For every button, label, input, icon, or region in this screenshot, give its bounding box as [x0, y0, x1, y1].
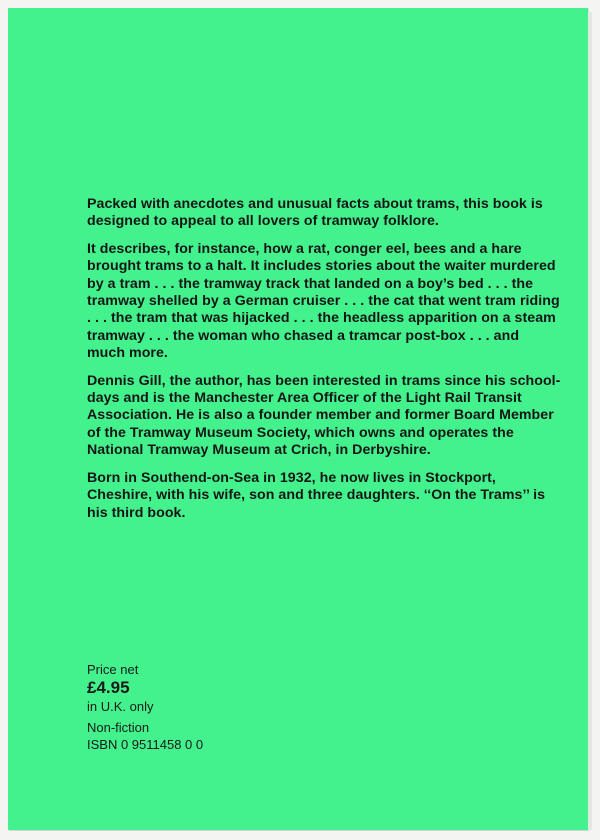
price-label: Price net	[87, 662, 139, 677]
price-block	[87, 661, 153, 715]
blurb-paragraph-intro: Packed with anecdotes and unusual facts about trams, this book is designed to appeal to all lovers of tramway folklore.	[87, 196, 543, 230]
blurb-paragraph-biography: Born in Southend-on-Sea in 1932, he now lives in Stockport, Cheshire, with his wife, son and three daughters. ‘‘On the Trams’’ is his third book.	[87, 469, 546, 521]
blurb-paragraph-stories: It describes, for instance, how a rat, conger eel, bees and a hare brought trams to a halt. It includes stories about the waiter murdered by a tram . . . the tramway track that landed on a boy’s bed . . . the tramway shelled by a German cruiser . . . the cat that went tram riding . . . the tram that was hijacked . . . the headless apparition on a steam tramway . . . the woman who chased a tramcar post-box . . . and much more.	[87, 240, 560, 362]
catalog-block	[87, 719, 203, 753]
price-region: in U.K. only	[87, 699, 154, 714]
blurb-paragraph-author: Dennis Gill, the author, has been interested in trams since his school-days and is the Manchester Area Officer of the Light Rail Transit Association. He is also a founder member and former Board Member of the Tramway Museum Society, which owns and operates the National Tramway Museum at Crich, in Derbyshire.	[87, 372, 561, 459]
price-amount: £4.95	[87, 678, 130, 697]
isbn-number: ISBN 0 9511458 0 0	[87, 737, 204, 752]
blurb-text	[87, 196, 561, 532]
category-label: Non-fiction	[87, 720, 150, 735]
